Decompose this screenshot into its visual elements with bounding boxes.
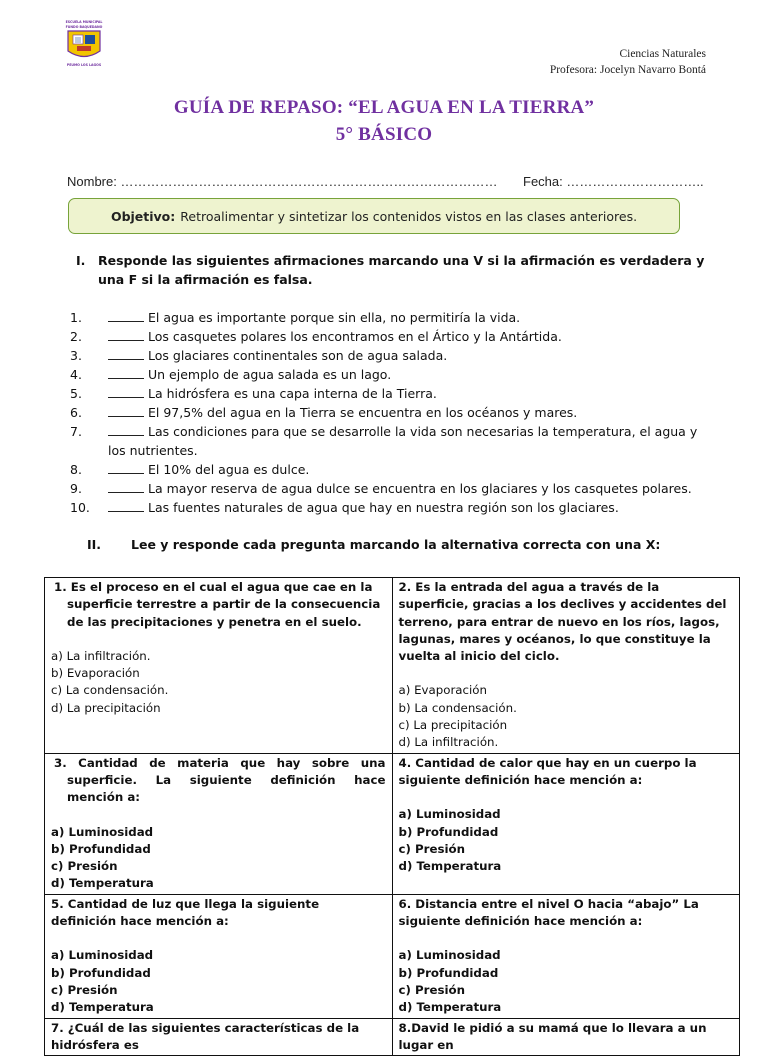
answer-blank[interactable] [108,327,144,341]
school-logo [58,18,110,68]
answer-blank[interactable] [108,365,144,379]
question-cell-3 [45,753,393,894]
objective-label: Objetivo: [110,208,176,224]
question-text: 4. Cantidad de calor que hay en un cuerpo la siguiente definición hace mención a: [398,755,697,787]
answer-option[interactable]: b) Evaporación [51,666,140,681]
answer-option[interactable]: b) Profundidad [398,965,499,980]
list-item: 4. Un ejemplo de agua salada es un lago. [70,367,392,382]
answer-option[interactable]: a) La infiltración. [51,648,151,663]
list-item: 6. El 97,5% del agua en la Tierra se encuentra en los océanos y mares. [70,405,578,420]
answer-option[interactable]: d) Temperatura [398,1000,502,1015]
svg-text:ESCUELA MUNICIPAL: ESCUELA MUNICIPAL [65,20,103,24]
answer-option[interactable]: c) Presión [398,982,466,997]
list-item: 3. Los glaciares continentales son de agua salada. [70,348,448,363]
page-title: GUÍA DE REPASO: “EL AGUA EN LA TIERRA” [173,97,595,118]
answer-option[interactable]: d) Temperatura [51,1000,154,1015]
answer-option[interactable]: b) La condensación. [398,700,517,715]
question-cell-2 [392,578,740,754]
list-item: 7. Las condiciones para que se desarrolle la vida son necesarias la temperatura, el agua y los nutrientes. [70,424,698,458]
student-info-line [67,174,717,189]
objective-box [68,198,680,234]
answer-option[interactable]: d) Temperatura [398,859,502,874]
answer-option[interactable]: d) La precipitación [51,700,161,715]
question-text: 7. ¿Cuál de las siguientes características de la hidrósfera es [51,1020,360,1052]
section-2-text: Lee y responde cada pregunta marcando la alternativa correcta con una X: [131,537,661,552]
answer-option[interactable]: b) Profundidad [51,841,151,856]
answer-blank[interactable] [108,308,144,322]
section-2-instruction [87,535,727,554]
list-item: 5. La hidrósfera es una capa interna de la Tierra. [70,386,437,401]
true-false-list [70,308,710,517]
questions-table [44,577,740,1056]
answer-option[interactable]: a) Evaporación [398,683,487,698]
list-item: 9. La mayor reserva de agua dulce se encuentra en los glaciares y los casquetes polares. [70,481,692,496]
grade-title: 5° BÁSICO [335,124,433,145]
table-row [45,894,740,1018]
question-cell-1 [45,578,393,754]
section-1-instruction [76,251,716,289]
question-cell-6 [392,894,740,1018]
answer-blank[interactable] [108,460,144,474]
answer-option[interactable]: c) La precipitación [398,718,508,733]
answer-blank[interactable] [108,479,144,493]
question-text: 5. Cantidad de luz que llega la siguiente definición hace mención a: [51,896,320,929]
teacher-name: Profesora: Jocelyn Navarro Bontá [549,64,706,76]
question-text: 3. Cantidad de materia que hay sobre una superficie. La siguiente definición hace mención a: [54,755,386,805]
section-2-number: II. [87,537,102,552]
header-info [550,46,706,78]
table-row [45,753,740,894]
answer-blank[interactable] [108,422,144,436]
answer-blank[interactable] [108,403,144,417]
question-cell-4 [392,753,740,894]
answer-option[interactable]: b) Profundidad [398,824,499,839]
answer-option[interactable]: c) La condensación. [51,683,169,698]
list-item: 8. El 10% del agua es dulce. [70,462,310,477]
answer-option[interactable]: a) Luminosidad [398,948,501,963]
svg-text:PEUMO LOS LAGOS: PEUMO LOS LAGOS [66,63,102,67]
answer-option[interactable]: d) La infiltración. [398,735,499,750]
answer-option[interactable]: a) Luminosidad [51,948,154,963]
svg-text:FUNDO BAQUEDANO: FUNDO BAQUEDANO [65,25,103,29]
answer-option[interactable]: a) Luminosidad [398,807,501,822]
answer-blank[interactable] [108,346,144,360]
question-cell-5 [45,894,393,1018]
question-text: 8.David le pidió a su mamá que lo llevara a un lugar en [398,1020,707,1052]
date-field[interactable]: Fecha: ………………………….. [523,174,704,189]
answer-option[interactable]: c) Presión [51,859,118,874]
table-row [45,578,740,754]
question-text: 1. Es el proceso en el cual el agua que cae en la superficie terrestre a partir de la consecuencia de las precipitaciones y penetra en el suelo. [54,580,381,629]
answer-option[interactable]: c) Presión [51,982,118,997]
question-text: 2. Es la entrada del agua a través de la superficie, gracias a los declives y accidentes del terreno, para entrar de nuevo en los ríos, lagos, lagunas, mares y océanos, lo que constituye la vuelta al inicio del ciclo. [398,580,727,664]
name-field[interactable]: Nombre: …………………………………………………………………………… [67,174,498,189]
answer-option[interactable]: d) Temperatura [51,876,154,891]
objective-text: Retroalimentar y sintetizar los contenidos vistos en las clases anteriores. [180,208,638,224]
answer-blank[interactable] [108,384,144,398]
subject-name: Ciencias Naturales [619,48,706,60]
list-item: 10. Las fuentes naturales de agua que hay en nuestra región son los glaciares. [70,500,619,515]
section-1-text: Responde las siguientes afirmaciones marcando una V si la afirmación es verdadera y una F si la afirmación es falsa. [98,253,705,287]
list-item: 1. El agua es importante porque sin ella, no permitiría la vida. [70,310,521,325]
answer-blank[interactable] [108,498,144,512]
list-item: 2. Los casquetes polares los encontramos en el Ártico y la Antártida. [70,329,562,344]
answer-option[interactable]: a) Luminosidad [51,824,154,839]
question-text: 6. Distancia entre el nivel O hacia “abajo” La siguiente definición hace mención a: [398,896,699,929]
answer-option[interactable]: c) Presión [398,841,466,856]
answer-option[interactable]: b) Profundidad [51,965,151,980]
section-1-number: I. [76,253,86,268]
